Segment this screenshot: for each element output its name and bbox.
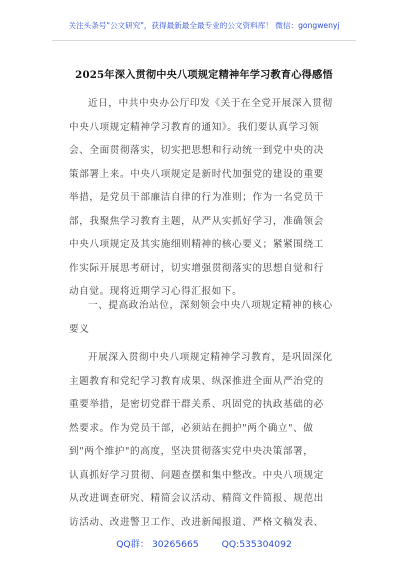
text-line: 会、全面贯彻落实，切实把思想和行动统一到党中央的决 [69,145,324,156]
text-line: 策部署上来。中央八项规定是新时代加强党的建设的重要 [69,168,324,180]
paragraph-body [69,346,341,534]
text-line: 部，我聚焦学习教育主题，从严从实抓好学习，准确领会 [69,215,324,227]
text-line: 中央八项规定及其实施细则精神的核心要义；紧紧围绕工 [69,239,324,250]
header-divider [52,40,356,41]
text-line: 要义 [69,323,90,335]
text-line: 近日，中共中央办公厅印发《关于在全党开展深入贯彻 [88,98,333,109]
paragraph-intro [69,92,341,304]
text-line: 到"两个维护"的高度，坚决贯彻落实党中央决策部署， [69,446,314,457]
text-line: 重要举措，是密切党群干群关系、巩固党的执政基础的必 [69,399,324,410]
qq-group-number: QQ群： 30265665 [116,539,199,550]
text-line: 动自觉。现将近期学习心得汇报如下。 [69,286,243,297]
header-banner: 关注头条号"公文研究"，获得最新最全最专业的公文资料库！ 微信：gongwenyj [68,21,340,30]
text-line: 主题教育和党纪学习教育成果、纵深推进全面从严治党的 [69,375,324,387]
text-line: 一、提高政治站位，深刻领会中央八项规定精神的核心 [88,300,333,311]
document-title: 2025年深入贯彻中央八项规定精神年学习教育心得感悟 [75,69,333,81]
text-line: 然要求。作为党员干部，必须站在拥护"两个确立"、做 [69,422,314,434]
text-line: 中央八项规定精神学习教育的通知》。我们要认真学习领 [69,121,320,133]
text-line: 认真抓好学习贯彻、问题查摆和集中整改。中央八项规定 [69,469,324,481]
section-heading-1 [69,294,341,341]
text-line: 举措，是党员干部廉洁自律的行为准则；作为一名党员干 [69,192,324,203]
qq-number: QQ:535304092 [221,539,292,550]
footer-contact [0,536,408,550]
text-line: 作实际开展思考研讨，切实增强贯彻落实的思想自觉和行 [69,262,324,274]
text-line: 开展深入贯彻中央八项规定精神学习教育，是巩固深化 [88,352,333,363]
text-line: 访活动、改进警卫工作、改进新闻报道、严格文稿发表、 [69,516,324,528]
text-line: 从改进调查研究、精简会议活动、精简文件简报、规范出 [69,493,324,504]
